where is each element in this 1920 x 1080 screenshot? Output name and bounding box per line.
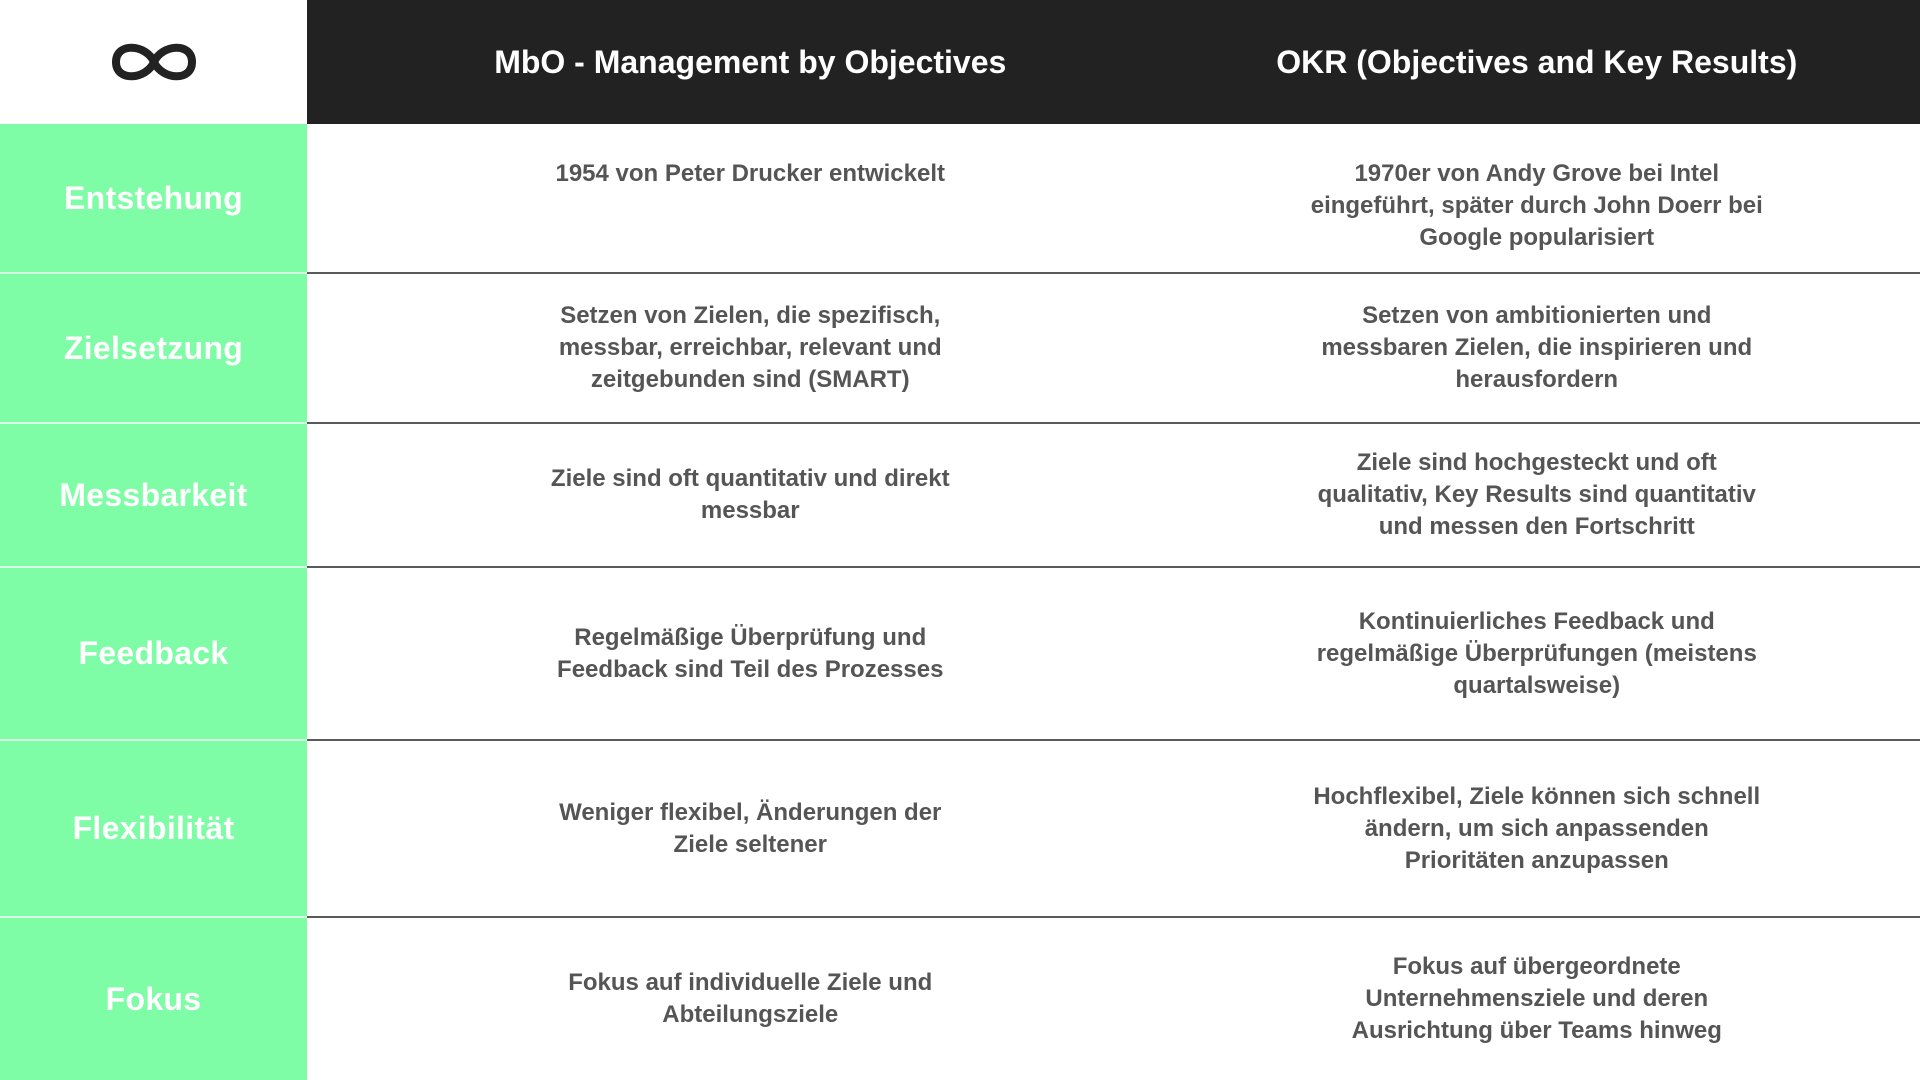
row-label-text: Zielsetzung <box>63 329 244 366</box>
okr-cell <box>1114 918 1920 1080</box>
row-label-text: Flexibilität <box>72 810 235 846</box>
okr-cell <box>1114 568 1920 739</box>
okr-text: 1970er von Andy Grove bei Intel eingeführt, später durch John Doerr bei Google popularisiert <box>1310 160 1763 251</box>
mbo-text: 1954 von Peter Drucker entwickelt <box>555 160 946 187</box>
logo-cell <box>0 0 307 124</box>
mbo-text: Regelmäßige Überprüfung und Feedback sind Teil des Prozesses <box>557 623 944 683</box>
row-label-text: Fokus <box>105 980 202 1017</box>
table-row <box>307 274 1920 424</box>
okr-text: Fokus auf übergeordnete Unternehmensziele und deren Ausrichtung über Teams hinweg <box>1351 953 1722 1044</box>
okr-text: Hochflexibel, Ziele können sich schnell ändern, um sich anpassenden Prioritäten anzupassen <box>1313 782 1761 874</box>
table-header <box>307 0 1920 124</box>
mbo-cell <box>307 424 1114 566</box>
mbo-cell <box>307 124 1114 272</box>
okr-text: Kontinuierliches Feedback und regelmäßige Überprüfungen (meistens quartalsweise) <box>1316 607 1757 699</box>
mbo-text: Fokus auf individuelle Ziele und Abteilungsziele <box>568 969 933 1028</box>
row-label-text: Entstehung <box>64 179 243 216</box>
column-title-okr: OKR (Objectives and Key Results) <box>1276 43 1798 80</box>
table-row <box>307 741 1920 918</box>
row-label-entstehung <box>0 124 307 274</box>
mbo-text: Ziele sind oft quantitativ und direkt messbar <box>550 465 950 524</box>
mbo-text: Setzen von Zielen, die spezifisch, messbar, erreichbar, relevant und zeitgebunden sind (SMART) <box>558 302 942 393</box>
okr-cell <box>1114 741 1920 916</box>
table-row <box>307 124 1920 274</box>
table-row <box>307 568 1920 741</box>
row-label-zielsetzung <box>0 274 307 424</box>
mbo-cell <box>307 274 1114 422</box>
row-label-text: Messbarkeit <box>59 476 248 513</box>
infinity-logo-icon <box>104 32 204 92</box>
row-label-text: Feedback <box>78 635 229 671</box>
mbo-cell <box>307 741 1114 916</box>
row-label-flexibilitaet <box>0 741 307 918</box>
table-row <box>307 918 1920 1080</box>
mbo-cell <box>307 918 1114 1080</box>
mbo-text: Weniger flexibel, Änderungen der Ziele seltener <box>559 798 942 858</box>
row-label-fokus <box>0 918 307 1080</box>
okr-cell <box>1114 424 1920 566</box>
row-label-messbarkeit <box>0 424 307 568</box>
table-row <box>307 424 1920 568</box>
okr-cell <box>1114 124 1920 272</box>
column-title-mbo: MbO - Management by Objectives <box>494 43 1007 80</box>
row-label-feedback <box>0 568 307 741</box>
okr-text: Ziele sind hochgesteckt und oft qualitativ, Key Results sind quantitativ und messen den Fortschritt <box>1317 449 1756 540</box>
okr-cell <box>1114 274 1920 422</box>
mbo-cell <box>307 568 1114 739</box>
okr-text: Setzen von ambitionierten und messbaren Zielen, die inspirieren und herausfordern <box>1321 302 1753 393</box>
